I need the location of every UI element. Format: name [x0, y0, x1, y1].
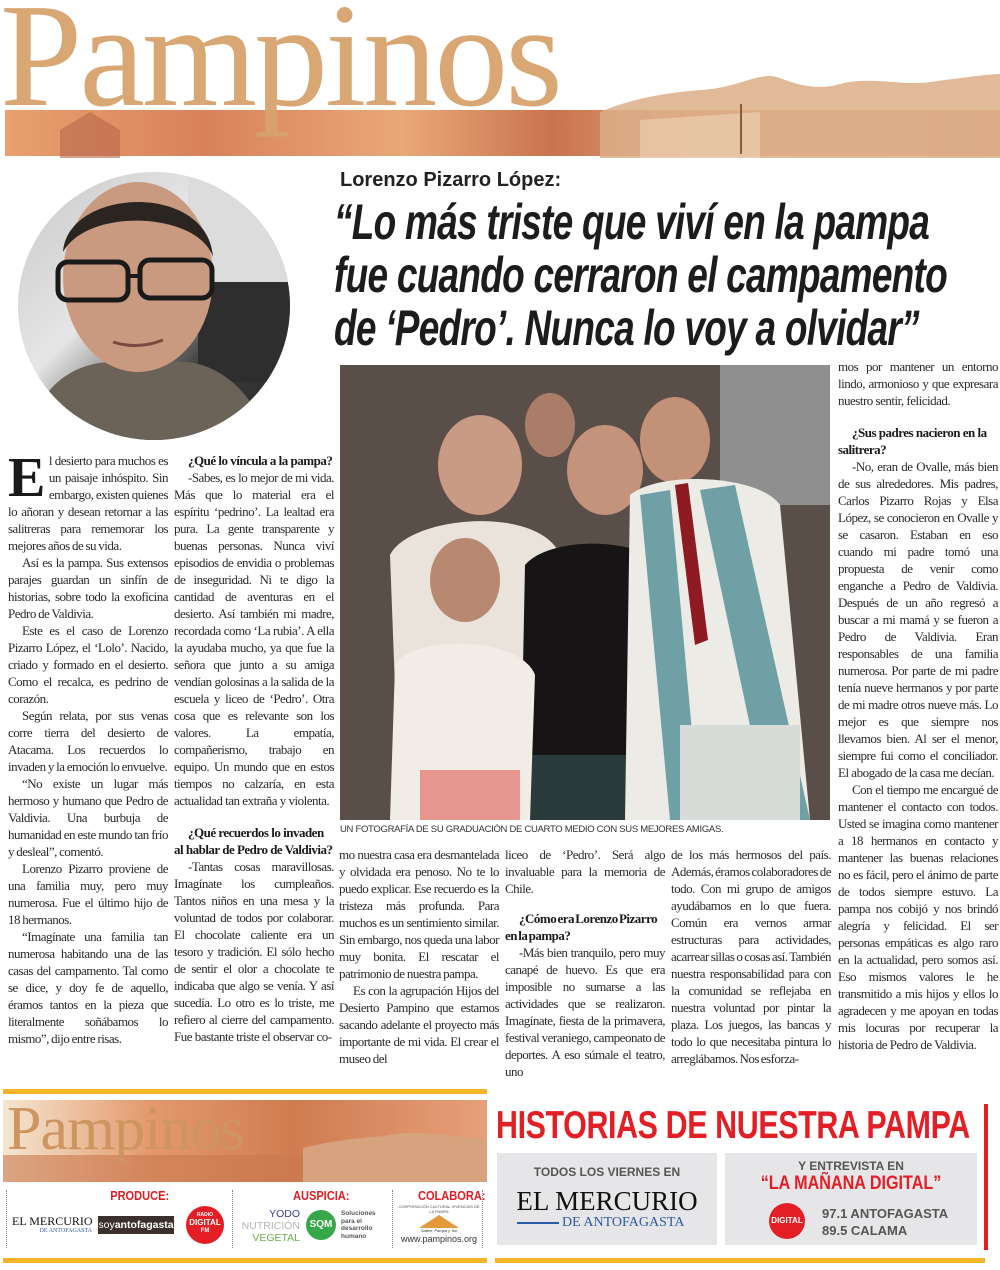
entrevista-text: Y ENTREVISTA EN [798, 1159, 904, 1173]
logo-text: NUTRICIÓN [241, 1220, 300, 1232]
footer-divider [3, 1258, 487, 1263]
headline-line: de ‘Pedro’. Nunca lo voy a olvidar” [334, 300, 919, 356]
manana-digital-title: “LA MAÑANA DIGITAL” [760, 1173, 942, 1194]
group-photo-figures [340, 365, 830, 820]
interview-question: ¿Qué recuerdos lo invaden al hablar de Pedro de Valdivia? [174, 825, 333, 857]
portrait-photo [18, 172, 290, 440]
sqm-logo: SQM [306, 1210, 336, 1240]
lead-paragraph [8, 447, 168, 554]
paragraph: mo nuestra casa era desmantelada y olvidada era penoso. No te lo puedo explicar. Ese recuerdo es la tristeza más profunda. Para muchos es un sentimiento similar. Sin embargo, nos queda una labor muy bonita. El rescatar el patrimonio de nuestra pampa. [339, 847, 499, 981]
article-kicker: Lorenzo Pizarro López: [340, 169, 562, 191]
article-column [838, 358, 998, 1053]
divider [232, 1190, 233, 1248]
paragraph: -No, eran de Ovalle, más bien de sus alrededores. Mis padres, Carlos Pizarro Rojas y Elsa López, se conocieron en Ovalle y se casaron. Estaban en eso cuando mi padre tomó una propuesta de venir como enganche a Pedro de Valdivia. Después de un año regresó a buscar a mi mamá y se fueron a Pedro de Valdivia. Eran responsables de una familia numerosa. Por parte de mi padre tenía nueve hermanos y por parte de mi madre otros nueve más. Lo mejor es que siempre nos llevamos bien. Al ser el menor, siempre fui como el conciliador. El abogado de la casa me decían. [838, 459, 998, 780]
tagline-text: para el [341, 1217, 362, 1225]
pampinos-org-logo [396, 1204, 482, 1245]
sqm-tagline [341, 1210, 389, 1240]
paragraph: -Más bien tranquilo, pero muy canapé de huevo. Es que era imposible no sumarse a las actividades que se realizaron. Imagínate, fiesta de la primavera, festival veraniego, campeonato de deportes. A eso súmale el teatro, uno [505, 945, 665, 1079]
interview-question: ¿Cómo era Lorenzo Pizarro en la pampa? [505, 911, 658, 943]
radio-digital-logo: DIGITAL [769, 1203, 805, 1239]
mountain-icon [419, 1215, 459, 1228]
article-column [339, 846, 499, 1067]
article-column [505, 846, 665, 1080]
org-name: CORPORACIÓN CULTURAL VIVENCIAS DE LA PAMPA [398, 1204, 480, 1214]
logo-text: DIGITAL [189, 1218, 221, 1227]
interview-question: ¿Sus padres nacieron en la salitrera? [838, 425, 987, 457]
mercurio-box [497, 1153, 717, 1245]
logo-text: FM [200, 1228, 210, 1234]
paragraph: Según relata, por sus venas corre tierra del desierto de Atacama. Los recuerdos lo invaden y la emoción lo envuelve. [8, 708, 168, 774]
logo-subtext: DE ANTOFAGASTA [39, 1228, 92, 1234]
historias-title: HISTORIAS DE NUESTRA PAMPA [496, 1104, 970, 1147]
divider [6, 1190, 7, 1248]
logo-text: YODO [269, 1208, 300, 1220]
paragraph: Es con la agrupación Hijos del Desierto Pampino que estamos sacando adelante el proyecto más importante de mi vida. El crear el museo del [339, 983, 499, 1066]
logo-text: EL MERCURIO [12, 1214, 93, 1228]
paragraph: Lorenzo Pizarro proviene de una familia muy, pero muy numerosa. Fue el último hijo de 18 hermanos. [8, 861, 168, 927]
section-banner [0, 0, 1000, 160]
radio-box [725, 1153, 977, 1245]
footer-divider [495, 1258, 985, 1263]
paragraph: Así es la pampa. Sus extensos parajes guardan un sinfín de historias, sobre todo la exoficina Pedro de Valdivia. [8, 555, 168, 621]
mercurio-logo-sub [517, 1215, 717, 1231]
red-accent-bar [984, 1104, 988, 1250]
radio-digital-logo [186, 1206, 224, 1244]
org-motto: Salitre, Pampa y Sol [420, 1228, 458, 1233]
soyantofagasta-logo [98, 1216, 174, 1234]
paragraph: -Tantas cosas maravillosas. Imagínate los cumpleaños. Tantos niños en una mesa y la voluntad de todos por colaborar. El chocolate caliente era un tesoro y tradición. El sólo hecho de sentir el olor a chocolate te indicaba que algo se venía. Y así sucedía. Lo otro es lo triste, me refiero al cierre del campamento. Fue bastante triste el observar co- [174, 859, 334, 1044]
produce-label: PRODUCE: [110, 1188, 170, 1203]
photo-caption: UN FOTOGRAFÍA DE SU GRADUACIÓN DE CUARTO MEDIO CON SUS MEJORES AMIGAS. [340, 824, 724, 835]
logo-text: antofagasta [114, 1219, 174, 1231]
footer-divider [3, 1089, 487, 1094]
footer-banner-title: Pampinos [7, 1100, 244, 1163]
article-column [174, 452, 334, 1045]
frequency-antofagasta: 97.1 ANTOFAGASTA [822, 1206, 949, 1221]
divider [482, 1190, 483, 1248]
paragraph: -Sabes, es lo mejor de mi vida. Más que lo material era el espíritu ‘pedrino’. La lealtad era pura. La gente transparente y buenas personas. Nunca viví episodios de envidia o problemas de inseguridad. Ni te digo la cantidad de aventuras en el desierto. Así también mi madre, recordada como ‘La rubia’. A ella la ayudaba mucho, ya que fue la señora que junto a su amiga vendían golosinas a la salida de la escuela y liceo de ‘Pedro’. Otra cosa que es relevante son los valores. La empatía, compañerismo, trabajo en equipo. Un mundo que en estos tiempos no calzaría, en esta actualidad tan extraña y violenta. [174, 470, 334, 808]
headline-line: “Lo más triste que viví en la pampa [334, 194, 930, 250]
portrait-figure [18, 172, 290, 440]
article-column [8, 447, 168, 1047]
graduation-photo [340, 365, 830, 820]
paragraph: de los más hermosos del país. Además, éramos colaboradores de todo. Con mi grupo de amigos ayudábamos en lo que fuera. Común era vernos armar estructuras para actividades, acarrear sillas o cosas así. También nuestra responsabilidad para con la comunidad se reflejaba en nuestra voluntad por pintar la plaza. Los juegos, las bancas y todo lo que necesitaba pintura lo arreglábamos. Nos esforza- [671, 847, 831, 1066]
colabora-label: COLABORA: [417, 1188, 486, 1203]
paragraph: Con el tiempo me encargué de mantener el contacto con todos. Usted se imagina como mantener a 18 hermanos en contacto y mantener las buenas relaciones no es fácil, pero el ánimo de parte de todos siempre estuvo. La pampa nos cobijó y nos brindó alegría y felicidad. El ser personas empáticas es algo raro en la actualidad, pero somos así. Eso mismos valores le he transmitido a mis hijos y ellos lo agradecen y me apoyan en todas mis locuras por recuperar la historia de Pedro de Valdivia. [838, 782, 998, 1052]
headline-line: fue cuando cerraron el campamento [334, 247, 947, 303]
logo-subtext: DE ANTOFAGASTA [562, 1215, 685, 1230]
paragraph: mos por mantener un entorno lindo, armonioso y que expresara nuestro sentir, felicidad. [838, 359, 998, 408]
frequencies [822, 1205, 948, 1239]
mercurio-logo-name: EL MERCURIO [516, 1186, 698, 1216]
paragraph: “Imagínate una familia tan numerosa habitando una de las casas del campamento. Tal como se dice, y doy fe de aquello, éramos tantos en la pieza que literalmente soñábamos lo mismo”, dijo entre risas. [8, 929, 168, 1046]
tagline-text: Soluciones [341, 1210, 376, 1217]
tagline-text: desarrollo [341, 1225, 373, 1232]
paragraph-text: l desierto para muchos es un paisaje inhóspito. Sin embargo, existen quienes lo añoran y desean retornar a las salitreras para rememorar los mejores años de su vida. [8, 453, 168, 553]
auspicia-label: AUSPICIA: [292, 1188, 350, 1203]
yodo-logo [236, 1208, 300, 1244]
frequency-calama: 89.5 CALAMA [822, 1223, 908, 1238]
paragraph: “No existe un lugar más hermoso y humano que Pedro de Valdivia. Una burbuja de humanidad en este mundo tan frío y desleal”, comentó. [8, 776, 168, 859]
interview-question: ¿Qué lo víncula a la pampa? [188, 453, 333, 468]
footer-banner [3, 1100, 487, 1182]
paragraph: liceo de ‘Pedro’. Será algo invaluable para la memoria de Chile. [505, 847, 665, 896]
tagline-text: humano [341, 1232, 367, 1240]
logo-text: VEGETAL [252, 1232, 300, 1244]
el-mercurio-logo [12, 1215, 92, 1235]
article-column [671, 846, 831, 1067]
logo-text: soy [98, 1219, 115, 1231]
org-url[interactable]: www.pampinos.org [400, 1234, 478, 1244]
drop-cap: E [8, 447, 45, 509]
viernes-text: TODOS LOS VIERNES EN [533, 1165, 681, 1179]
logo-text: RADIO [196, 1212, 214, 1218]
section-title: Pampinos [0, 0, 560, 138]
paragraph: Este es el caso de Lorenzo Pizarro López, el ‘Lolo’. Nacido, criado y formado en el desierto. Como el recalca, es pedrino de corazón. [8, 623, 168, 706]
divider [392, 1190, 393, 1248]
article-headline [334, 196, 994, 355]
